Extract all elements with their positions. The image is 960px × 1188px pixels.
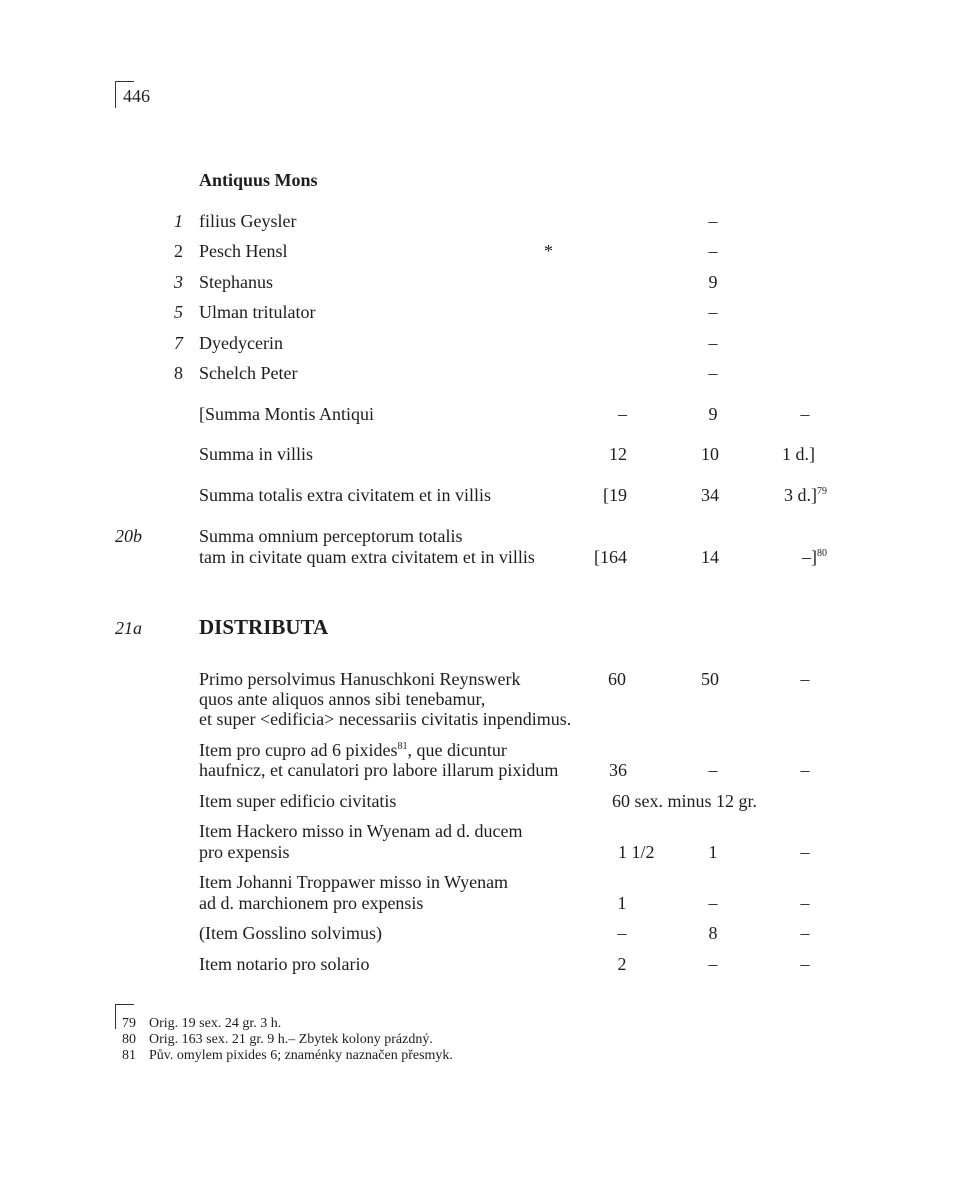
entry-value-2: 8 xyxy=(708,923,718,943)
row-value: – xyxy=(708,211,718,231)
sum-value-1: 12 xyxy=(609,444,627,464)
row-number: 3 xyxy=(174,272,183,292)
row-number: 2 xyxy=(174,241,183,261)
sum-value-1: – xyxy=(618,404,627,424)
sum-value-3 xyxy=(735,485,827,506)
entry-line: Item Johanni Troppawer misso in Wyenam xyxy=(199,872,509,892)
entry-value-1: 1 1/2 xyxy=(618,842,655,862)
section-heading: Antiquus Mons xyxy=(199,170,318,190)
entry-text: , que dicuntur xyxy=(407,740,507,760)
entry-line: pro expensis xyxy=(199,842,290,862)
entry-value-2: 1 xyxy=(708,842,718,862)
entry-value-1: – xyxy=(617,923,627,943)
entry-line: Item notario pro solario xyxy=(199,954,370,974)
sum-label: [Summa Montis Antiqui xyxy=(199,404,375,424)
row-name: Pesch Hensl xyxy=(199,241,288,261)
footnote-ref[interactable]: 80 xyxy=(817,548,827,559)
entry-value-1: 2 xyxy=(617,954,627,974)
row-number: 7 xyxy=(174,333,183,353)
section-heading: DISTRIBUTA xyxy=(199,615,329,639)
entry-value-2: – xyxy=(708,954,718,974)
entry-value-1: 36 xyxy=(609,760,627,780)
entry-line xyxy=(199,740,507,761)
total-label-line1: Summa omnium perceptorum totalis xyxy=(199,526,463,546)
footnote-ref[interactable]: 79 xyxy=(817,486,827,497)
sum-label: Summa totalis extra civitatem et in villis xyxy=(199,485,491,505)
total-value-2: 14 xyxy=(701,547,719,567)
footnote-text: Orig. 163 sex. 21 gr. 9 h.– Zbytek kolony prázdný. xyxy=(149,1032,433,1047)
sum-value-2: 9 xyxy=(708,404,718,424)
row-value: 9 xyxy=(708,272,718,292)
footnote-text: Pův. omylem pixides 6; znaménky naznačen přesmyk. xyxy=(149,1048,453,1063)
entry-value-3: – xyxy=(800,923,810,943)
entry-line: Item Hackero misso in Wyenam ad d. ducem xyxy=(199,821,523,841)
entry-value-1: 60 xyxy=(608,669,626,689)
row-name: Stephanus xyxy=(199,272,273,292)
row-number: 8 xyxy=(174,363,183,383)
footnote-number: 81 xyxy=(122,1048,136,1063)
row-name: Schelch Peter xyxy=(199,363,298,383)
asterisk-mark: * xyxy=(544,241,553,261)
sum-value-1: [19 xyxy=(603,485,627,505)
entry-value-3: – xyxy=(800,669,810,689)
row-value: – xyxy=(708,363,718,383)
entry-line: Item super edificio civitatis xyxy=(199,791,397,811)
entry-value-2: 50 xyxy=(701,669,719,689)
total-value-3-text: –] xyxy=(802,547,817,567)
footnote-number: 80 xyxy=(122,1032,136,1047)
margin-folio: 20b xyxy=(115,526,142,546)
page-number: 446 xyxy=(123,86,150,106)
entry-value-3: – xyxy=(800,760,810,780)
sum-label: Summa in villis xyxy=(199,444,314,464)
total-value-1: [164 xyxy=(594,547,627,567)
entry-line: haufnicz, et canulatori pro labore illarum pixidum xyxy=(199,760,559,780)
footnote-ref[interactable]: 81 xyxy=(397,741,408,752)
entry-value-2: – xyxy=(708,760,718,780)
total-value-3 xyxy=(755,547,827,568)
entry-line: Primo persolvimus Hanuschkoni Reynswerk xyxy=(199,669,521,689)
entry-line: ad d. marchionem pro expensis xyxy=(199,893,424,913)
entry-value-3: – xyxy=(800,842,810,862)
row-value: – xyxy=(708,333,718,353)
entry-line: (Item Gosslino solvimus) xyxy=(199,923,382,943)
entry-value-3: – xyxy=(800,893,810,913)
sum-value-3: 1 d.] xyxy=(782,444,815,464)
entry-value-3: – xyxy=(800,954,810,974)
row-value: – xyxy=(708,302,718,322)
footnote-number: 79 xyxy=(122,1016,136,1031)
entry-line: quos ante aliquos annos sibi tenebamur, xyxy=(199,689,486,709)
entry-value-1: 1 xyxy=(617,893,627,913)
margin-folio: 21a xyxy=(115,618,142,638)
sum-value-2: 10 xyxy=(701,444,719,464)
row-value: – xyxy=(708,241,718,261)
row-number: 1 xyxy=(174,211,183,231)
sum-value-3-text: 3 d.] xyxy=(784,485,817,505)
entry-value-2: – xyxy=(708,893,718,913)
sum-value-2: 34 xyxy=(701,485,719,505)
total-label-line2: tam in civitate quam extra civitatem et in villis xyxy=(199,547,535,567)
entry-text: Item pro cupro ad 6 pixides xyxy=(199,740,398,760)
row-name: filius Geysler xyxy=(199,211,297,231)
row-name: Ulman tritulator xyxy=(199,302,316,322)
row-number: 5 xyxy=(174,302,183,322)
entry-value-span: 60 sex. minus 12 gr. xyxy=(612,791,758,811)
entry-line: et super <edificia> necessariis civitatis inpendimus. xyxy=(199,709,572,729)
row-name: Dyedycerin xyxy=(199,333,283,353)
footnote-text: Orig. 19 sex. 24 gr. 3 h. xyxy=(149,1016,282,1031)
sum-value-3: – xyxy=(800,404,810,424)
